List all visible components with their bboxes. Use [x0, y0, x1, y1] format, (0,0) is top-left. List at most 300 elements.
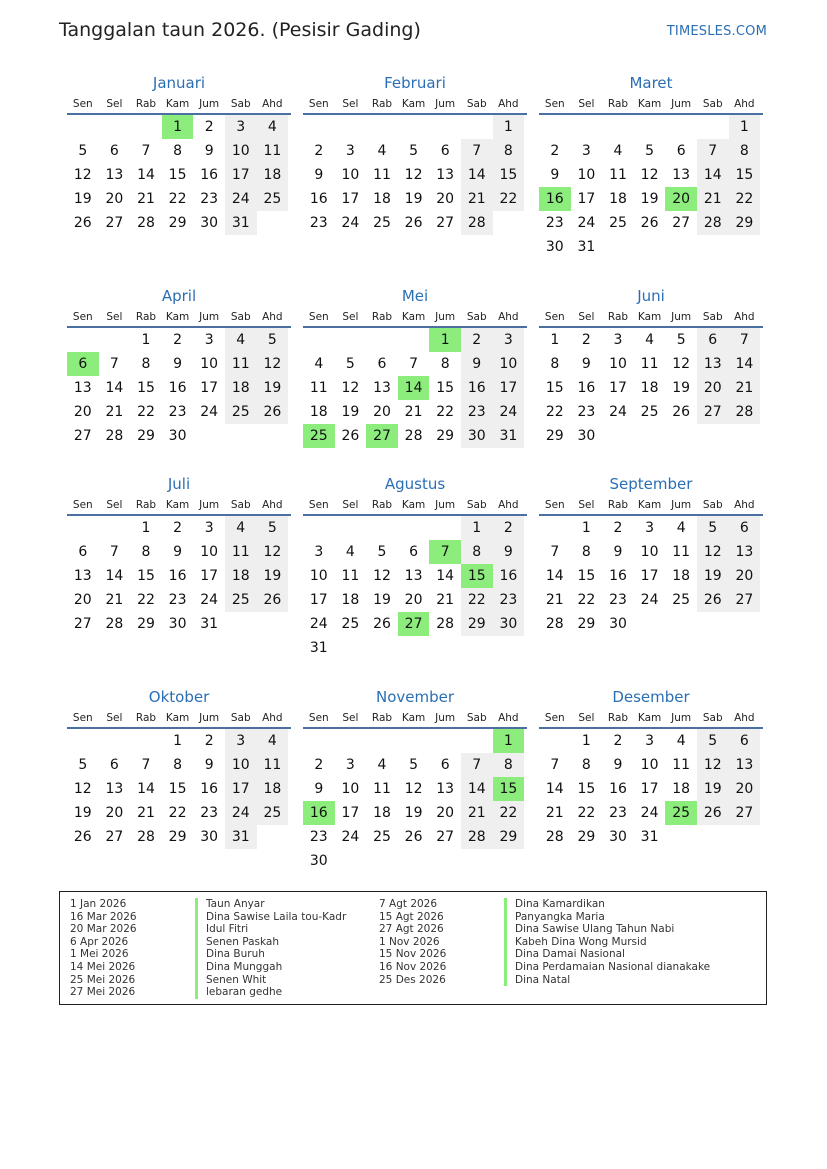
day-cell[interactable]: 30 [200, 215, 219, 231]
day-cell[interactable]: 31 [577, 239, 596, 255]
day-cell[interactable]: 11 [225, 352, 257, 376]
day-cell[interactable]: 30 [577, 428, 596, 444]
holiday-day-cell[interactable]: 15 [461, 564, 493, 588]
day-cell[interactable]: 2 [314, 757, 324, 773]
day-cell[interactable]: 20 [436, 191, 455, 207]
day-cell[interactable]: 5 [697, 729, 729, 753]
day-cell[interactable]: 13 [672, 167, 691, 183]
day-cell[interactable]: 28 [461, 211, 493, 235]
day-cell[interactable]: 30 [309, 853, 328, 869]
day-cell[interactable]: 27 [436, 215, 455, 231]
day-cell[interactable]: 21 [697, 187, 729, 211]
day-cell[interactable]: 10 [341, 167, 360, 183]
day-cell[interactable]: 11 [341, 568, 360, 584]
day-cell[interactable]: 28 [137, 829, 155, 845]
day-cell[interactable]: 30 [461, 424, 493, 448]
day-cell[interactable]: 22 [577, 805, 596, 821]
day-cell[interactable]: 6 [729, 516, 761, 540]
day-cell[interactable]: 17 [309, 592, 328, 608]
day-cell[interactable]: 9 [314, 781, 324, 797]
day-cell[interactable]: 25 [640, 404, 659, 420]
day-cell[interactable]: 7 [461, 753, 493, 777]
day-cell[interactable]: 25 [225, 400, 257, 424]
day-cell[interactable]: 21 [545, 805, 564, 821]
day-cell[interactable]: 19 [341, 404, 360, 420]
day-cell[interactable]: 4 [377, 757, 387, 773]
day-cell[interactable]: 31 [493, 424, 525, 448]
day-cell[interactable]: 28 [697, 211, 729, 235]
day-cell[interactable]: 26 [640, 215, 659, 231]
day-cell[interactable]: 6 [729, 729, 761, 753]
day-cell[interactable]: 12 [672, 356, 691, 372]
day-cell[interactable]: 17 [341, 191, 360, 207]
day-cell[interactable]: 20 [436, 805, 455, 821]
day-cell[interactable]: 11 [225, 540, 257, 564]
day-cell[interactable]: 6 [109, 143, 119, 159]
day-cell[interactable]: 24 [609, 404, 627, 420]
day-cell[interactable]: 6 [377, 356, 387, 372]
day-cell[interactable]: 13 [105, 781, 124, 797]
day-cell[interactable]: 2 [581, 332, 591, 348]
day-cell[interactable]: 14 [436, 568, 455, 584]
day-cell[interactable]: 7 [409, 356, 419, 372]
day-cell[interactable]: 17 [640, 568, 659, 584]
day-cell[interactable]: 22 [493, 801, 525, 825]
holiday-day-cell[interactable]: 1 [429, 328, 461, 352]
day-cell[interactable]: 23 [168, 404, 187, 420]
holiday-day-cell[interactable]: 16 [303, 801, 335, 825]
day-cell[interactable]: 1 [141, 520, 151, 536]
day-cell[interactable]: 26 [73, 829, 92, 845]
day-cell[interactable]: 15 [577, 781, 596, 797]
day-cell[interactable]: 10 [200, 544, 219, 560]
day-cell[interactable]: 28 [545, 829, 564, 845]
day-cell[interactable]: 11 [640, 356, 659, 372]
day-cell[interactable]: 30 [609, 616, 627, 632]
day-cell[interactable]: 19 [640, 191, 659, 207]
day-cell[interactable]: 10 [225, 753, 257, 777]
day-cell[interactable]: 5 [257, 328, 289, 352]
day-cell[interactable]: 1 [461, 516, 493, 540]
day-cell[interactable]: 3 [345, 143, 355, 159]
day-cell[interactable]: 30 [609, 829, 627, 845]
day-cell[interactable]: 5 [345, 356, 355, 372]
day-cell[interactable]: 23 [200, 191, 219, 207]
day-cell[interactable]: 5 [257, 516, 289, 540]
day-cell[interactable]: 31 [200, 616, 219, 632]
day-cell[interactable]: 22 [137, 592, 155, 608]
day-cell[interactable]: 5 [78, 143, 88, 159]
day-cell[interactable]: 2 [173, 332, 183, 348]
day-cell[interactable]: 7 [109, 544, 119, 560]
day-cell[interactable]: 24 [309, 616, 328, 632]
day-cell[interactable]: 19 [373, 592, 391, 608]
day-cell[interactable]: 26 [373, 616, 391, 632]
day-cell[interactable]: 31 [225, 825, 257, 849]
day-cell[interactable]: 5 [409, 757, 419, 773]
day-cell[interactable]: 7 [461, 139, 493, 163]
holiday-day-cell[interactable]: 25 [303, 424, 335, 448]
day-cell[interactable]: 25 [257, 801, 289, 825]
day-cell[interactable]: 11 [609, 167, 627, 183]
day-cell[interactable]: 6 [78, 544, 88, 560]
day-cell[interactable]: 23 [493, 588, 525, 612]
day-cell[interactable]: 21 [105, 592, 124, 608]
day-cell[interactable]: 26 [341, 428, 360, 444]
day-cell[interactable]: 6 [676, 143, 686, 159]
holiday-day-cell[interactable]: 25 [665, 801, 697, 825]
day-cell[interactable]: 8 [173, 143, 183, 159]
day-cell[interactable]: 23 [609, 805, 627, 821]
day-cell[interactable]: 8 [581, 757, 591, 773]
day-cell[interactable]: 10 [609, 356, 627, 372]
day-cell[interactable]: 24 [200, 404, 219, 420]
day-cell[interactable]: 2 [461, 328, 493, 352]
day-cell[interactable]: 29 [493, 825, 525, 849]
day-cell[interactable]: 15 [436, 380, 455, 396]
day-cell[interactable]: 20 [73, 592, 92, 608]
day-cell[interactable]: 5 [409, 143, 419, 159]
day-cell[interactable]: 18 [672, 568, 691, 584]
day-cell[interactable]: 26 [73, 215, 92, 231]
day-cell[interactable]: 25 [373, 215, 391, 231]
day-cell[interactable]: 28 [436, 616, 455, 632]
day-cell[interactable]: 5 [697, 516, 729, 540]
day-cell[interactable]: 7 [550, 757, 560, 773]
day-cell[interactable]: 1 [581, 733, 591, 749]
day-cell[interactable]: 13 [729, 540, 761, 564]
day-cell[interactable]: 16 [168, 568, 187, 584]
day-cell[interactable]: 8 [493, 753, 525, 777]
day-cell[interactable]: 23 [609, 592, 627, 608]
day-cell[interactable]: 22 [168, 805, 187, 821]
day-cell[interactable]: 11 [309, 380, 328, 396]
day-cell[interactable]: 27 [73, 616, 92, 632]
day-cell[interactable]: 28 [545, 616, 564, 632]
day-cell[interactable]: 4 [676, 520, 686, 536]
day-cell[interactable]: 13 [73, 568, 92, 584]
day-cell[interactable]: 14 [461, 163, 493, 187]
day-cell[interactable]: 26 [257, 400, 289, 424]
day-cell[interactable]: 31 [225, 211, 257, 235]
day-cell[interactable]: 23 [168, 592, 187, 608]
day-cell[interactable]: 30 [200, 829, 219, 845]
day-cell[interactable]: 25 [609, 215, 627, 231]
day-cell[interactable]: 5 [676, 332, 686, 348]
day-cell[interactable]: 15 [137, 380, 155, 396]
day-cell[interactable]: 21 [404, 404, 423, 420]
day-cell[interactable]: 11 [373, 781, 391, 797]
day-cell[interactable]: 29 [436, 428, 455, 444]
day-cell[interactable]: 13 [404, 568, 423, 584]
day-cell[interactable]: 18 [225, 564, 257, 588]
day-cell[interactable]: 23 [461, 400, 493, 424]
day-cell[interactable]: 19 [73, 191, 92, 207]
day-cell[interactable]: 18 [225, 376, 257, 400]
day-cell[interactable]: 15 [577, 568, 596, 584]
day-cell[interactable]: 19 [257, 376, 289, 400]
day-cell[interactable]: 25 [672, 592, 691, 608]
day-cell[interactable]: 9 [581, 356, 591, 372]
day-cell[interactable]: 16 [200, 167, 219, 183]
day-cell[interactable]: 7 [141, 757, 151, 773]
day-cell[interactable]: 7 [729, 328, 761, 352]
day-cell[interactable]: 22 [729, 187, 761, 211]
day-cell[interactable]: 8 [440, 356, 450, 372]
day-cell[interactable]: 8 [141, 356, 151, 372]
day-cell[interactable]: 13 [373, 380, 391, 396]
day-cell[interactable]: 9 [613, 544, 623, 560]
day-cell[interactable]: 17 [225, 777, 257, 801]
day-cell[interactable]: 13 [436, 167, 455, 183]
day-cell[interactable]: 12 [341, 380, 360, 396]
day-cell[interactable]: 19 [404, 191, 423, 207]
day-cell[interactable]: 19 [404, 805, 423, 821]
day-cell[interactable]: 14 [105, 380, 124, 396]
day-cell[interactable]: 2 [613, 520, 623, 536]
day-cell[interactable]: 11 [672, 757, 691, 773]
day-cell[interactable]: 3 [204, 520, 214, 536]
holiday-day-cell[interactable]: 20 [665, 187, 697, 211]
day-cell[interactable]: 12 [404, 781, 423, 797]
day-cell[interactable]: 5 [377, 544, 387, 560]
day-cell[interactable]: 13 [729, 753, 761, 777]
day-cell[interactable]: 4 [257, 729, 289, 753]
day-cell[interactable]: 6 [697, 328, 729, 352]
day-cell[interactable]: 14 [461, 777, 493, 801]
day-cell[interactable]: 13 [73, 380, 92, 396]
day-cell[interactable]: 19 [73, 805, 92, 821]
day-cell[interactable]: 10 [493, 352, 525, 376]
day-cell[interactable]: 28 [105, 616, 124, 632]
day-cell[interactable]: 24 [200, 592, 219, 608]
day-cell[interactable]: 9 [204, 143, 214, 159]
day-cell[interactable]: 15 [545, 380, 564, 396]
day-cell[interactable]: 27 [672, 215, 691, 231]
day-cell[interactable]: 16 [309, 191, 328, 207]
day-cell[interactable]: 4 [314, 356, 324, 372]
day-cell[interactable]: 27 [436, 829, 455, 845]
day-cell[interactable]: 4 [645, 332, 655, 348]
day-cell[interactable]: 26 [404, 215, 423, 231]
day-cell[interactable]: 1 [581, 520, 591, 536]
day-cell[interactable]: 9 [613, 757, 623, 773]
day-cell[interactable]: 28 [404, 428, 423, 444]
day-cell[interactable]: 1 [141, 332, 151, 348]
day-cell[interactable]: 27 [729, 588, 761, 612]
day-cell[interactable]: 12 [697, 753, 729, 777]
day-cell[interactable]: 30 [168, 616, 187, 632]
day-cell[interactable]: 24 [640, 592, 659, 608]
day-cell[interactable]: 12 [373, 568, 391, 584]
day-cell[interactable]: 16 [200, 781, 219, 797]
day-cell[interactable]: 27 [105, 829, 124, 845]
day-cell[interactable]: 4 [225, 328, 257, 352]
day-cell[interactable]: 9 [204, 757, 214, 773]
day-cell[interactable]: 3 [645, 733, 655, 749]
day-cell[interactable]: 2 [204, 119, 214, 135]
day-cell[interactable]: 10 [640, 757, 659, 773]
day-cell[interactable]: 10 [225, 139, 257, 163]
holiday-day-cell[interactable]: 6 [67, 352, 99, 376]
day-cell[interactable]: 25 [341, 616, 360, 632]
day-cell[interactable]: 19 [672, 380, 691, 396]
day-cell[interactable]: 6 [440, 757, 450, 773]
holiday-day-cell[interactable]: 1 [493, 729, 525, 753]
day-cell[interactable]: 11 [257, 753, 289, 777]
day-cell[interactable]: 1 [493, 115, 525, 139]
day-cell[interactable]: 14 [729, 352, 761, 376]
day-cell[interactable]: 8 [461, 540, 493, 564]
day-cell[interactable]: 28 [137, 215, 155, 231]
day-cell[interactable]: 9 [493, 540, 525, 564]
day-cell[interactable]: 29 [577, 829, 596, 845]
day-cell[interactable]: 28 [729, 400, 761, 424]
day-cell[interactable]: 29 [545, 428, 564, 444]
day-cell[interactable]: 4 [676, 733, 686, 749]
day-cell[interactable]: 29 [168, 829, 187, 845]
day-cell[interactable]: 13 [105, 167, 124, 183]
day-cell[interactable]: 2 [173, 520, 183, 536]
day-cell[interactable]: 26 [697, 588, 729, 612]
day-cell[interactable]: 17 [493, 376, 525, 400]
day-cell[interactable]: 26 [697, 801, 729, 825]
day-cell[interactable]: 24 [341, 829, 360, 845]
day-cell[interactable]: 11 [257, 139, 289, 163]
holiday-day-cell[interactable]: 15 [493, 777, 525, 801]
day-cell[interactable]: 22 [461, 588, 493, 612]
day-cell[interactable]: 31 [309, 640, 328, 656]
day-cell[interactable]: 29 [577, 616, 596, 632]
day-cell[interactable]: 15 [137, 568, 155, 584]
day-cell[interactable]: 21 [137, 805, 155, 821]
day-cell[interactable]: 18 [609, 191, 627, 207]
day-cell[interactable]: 1 [173, 733, 183, 749]
day-cell[interactable]: 29 [137, 616, 155, 632]
day-cell[interactable]: 7 [550, 544, 560, 560]
day-cell[interactable]: 14 [137, 781, 155, 797]
day-cell[interactable]: 4 [225, 516, 257, 540]
day-cell[interactable]: 12 [697, 540, 729, 564]
day-cell[interactable]: 24 [341, 215, 360, 231]
day-cell[interactable]: 18 [373, 191, 391, 207]
day-cell[interactable]: 8 [550, 356, 560, 372]
day-cell[interactable]: 3 [581, 143, 591, 159]
day-cell[interactable]: 16 [577, 380, 596, 396]
day-cell[interactable]: 23 [309, 829, 328, 845]
day-cell[interactable]: 20 [729, 564, 761, 588]
day-cell[interactable]: 27 [73, 428, 92, 444]
day-cell[interactable]: 21 [545, 592, 564, 608]
day-cell[interactable]: 13 [697, 352, 729, 376]
day-cell[interactable]: 18 [640, 380, 659, 396]
day-cell[interactable]: 6 [409, 544, 419, 560]
day-cell[interactable]: 8 [729, 139, 761, 163]
day-cell[interactable]: 1 [550, 332, 560, 348]
day-cell[interactable]: 13 [436, 781, 455, 797]
day-cell[interactable]: 8 [581, 544, 591, 560]
day-cell[interactable]: 24 [493, 400, 525, 424]
day-cell[interactable]: 20 [73, 404, 92, 420]
day-cell[interactable]: 9 [173, 544, 183, 560]
day-cell[interactable]: 20 [373, 404, 391, 420]
day-cell[interactable]: 6 [109, 757, 119, 773]
day-cell[interactable]: 29 [729, 211, 761, 235]
day-cell[interactable]: 22 [436, 404, 455, 420]
day-cell[interactable]: 12 [73, 781, 92, 797]
day-cell[interactable]: 20 [105, 191, 124, 207]
day-cell[interactable]: 23 [309, 215, 328, 231]
holiday-day-cell[interactable]: 1 [162, 115, 194, 139]
day-cell[interactable]: 20 [404, 592, 423, 608]
day-cell[interactable]: 3 [645, 520, 655, 536]
day-cell[interactable]: 29 [461, 612, 493, 636]
day-cell[interactable]: 4 [345, 544, 355, 560]
day-cell[interactable]: 17 [577, 191, 596, 207]
day-cell[interactable]: 26 [672, 404, 691, 420]
day-cell[interactable]: 30 [493, 612, 525, 636]
day-cell[interactable]: 29 [137, 428, 155, 444]
day-cell[interactable]: 22 [545, 404, 564, 420]
day-cell[interactable]: 24 [640, 805, 659, 821]
day-cell[interactable]: 8 [173, 757, 183, 773]
day-cell[interactable]: 5 [645, 143, 655, 159]
day-cell[interactable]: 2 [613, 733, 623, 749]
day-cell[interactable]: 18 [672, 781, 691, 797]
holiday-day-cell[interactable]: 27 [398, 612, 430, 636]
day-cell[interactable]: 10 [577, 167, 596, 183]
day-cell[interactable]: 1 [729, 115, 761, 139]
day-cell[interactable]: 4 [613, 143, 623, 159]
day-cell[interactable]: 31 [640, 829, 659, 845]
day-cell[interactable]: 7 [141, 143, 151, 159]
day-cell[interactable]: 6 [440, 143, 450, 159]
day-cell[interactable]: 21 [461, 187, 493, 211]
day-cell[interactable]: 4 [377, 143, 387, 159]
site-link[interactable]: TIMESLES.COM [666, 24, 767, 39]
day-cell[interactable]: 27 [729, 801, 761, 825]
day-cell[interactable]: 16 [493, 564, 525, 588]
day-cell[interactable]: 18 [373, 805, 391, 821]
day-cell[interactable]: 22 [577, 592, 596, 608]
day-cell[interactable]: 7 [109, 356, 119, 372]
day-cell[interactable]: 18 [257, 163, 289, 187]
day-cell[interactable]: 15 [729, 163, 761, 187]
day-cell[interactable]: 18 [309, 404, 328, 420]
day-cell[interactable]: 12 [640, 167, 659, 183]
holiday-day-cell[interactable]: 14 [398, 376, 430, 400]
day-cell[interactable]: 9 [314, 167, 324, 183]
day-cell[interactable]: 21 [729, 376, 761, 400]
day-cell[interactable]: 17 [609, 380, 627, 396]
day-cell[interactable]: 14 [697, 163, 729, 187]
day-cell[interactable]: 18 [341, 592, 360, 608]
day-cell[interactable]: 3 [225, 115, 257, 139]
day-cell[interactable]: 16 [609, 568, 627, 584]
day-cell[interactable]: 2 [493, 516, 525, 540]
day-cell[interactable]: 22 [137, 404, 155, 420]
day-cell[interactable]: 17 [341, 805, 360, 821]
day-cell[interactable]: 26 [257, 588, 289, 612]
day-cell[interactable]: 17 [640, 781, 659, 797]
day-cell[interactable]: 15 [168, 781, 187, 797]
day-cell[interactable]: 14 [545, 568, 564, 584]
day-cell[interactable]: 2 [204, 733, 214, 749]
day-cell[interactable]: 15 [168, 167, 187, 183]
day-cell[interactable]: 29 [168, 215, 187, 231]
day-cell[interactable]: 21 [461, 801, 493, 825]
day-cell[interactable]: 23 [545, 215, 564, 231]
